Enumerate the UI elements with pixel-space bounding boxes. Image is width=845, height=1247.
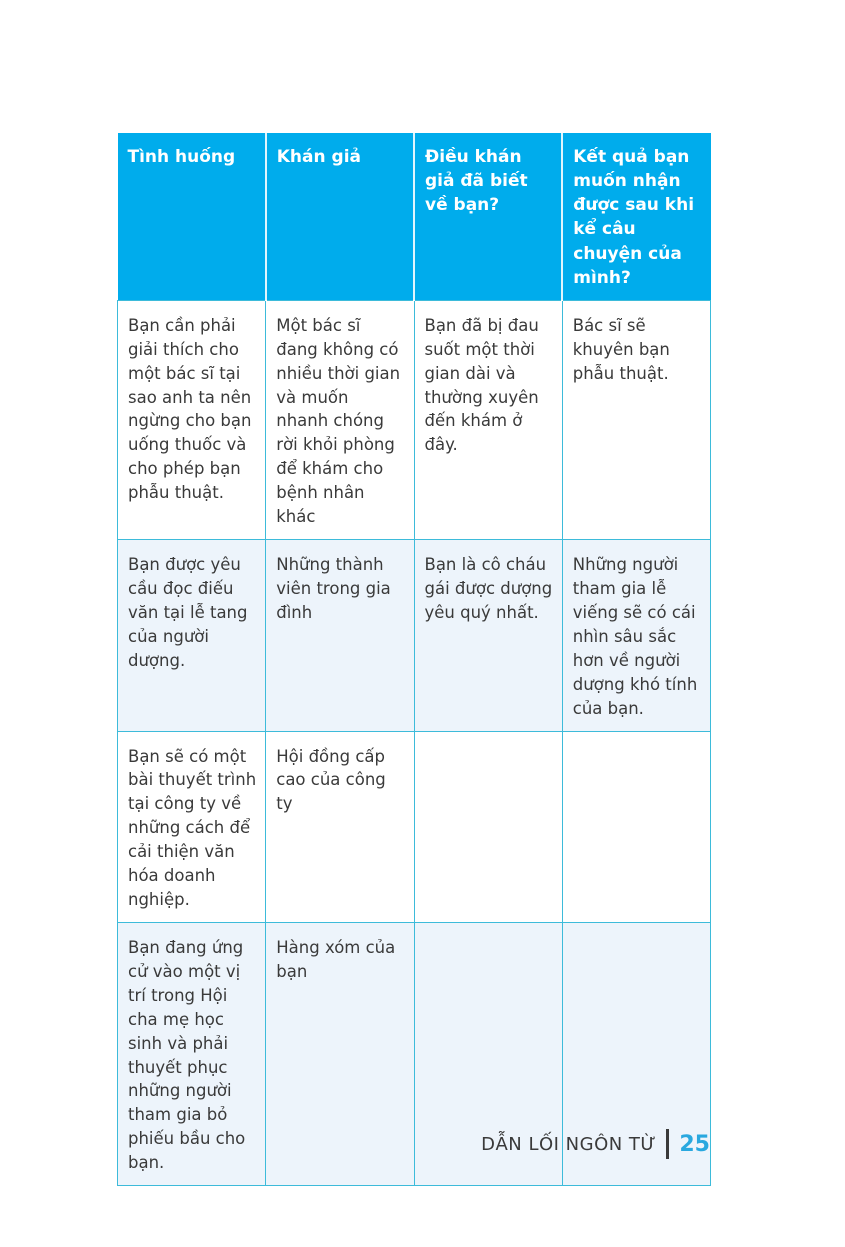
header-cell-situation: Tình huống bbox=[118, 133, 266, 300]
table-row bbox=[118, 300, 711, 539]
table-cell bbox=[414, 731, 562, 922]
book-title: DẪN LỐI NGÔN TỪ bbox=[481, 1133, 657, 1155]
table-cell: Một bác sĩ đang không có nhiều thời gian và muốn nhanh chóng rời khỏi phòng để khám cho bệnh nhân khác bbox=[266, 300, 414, 539]
footer-divider bbox=[666, 1129, 669, 1159]
table-cell: Bạn đang ứng cử vào một vị trí trong Hội cha mẹ học sinh và phải thuyết phục những người tham gia bỏ phiếu bầu cho bạn. bbox=[118, 922, 266, 1185]
table-cell: Bạn cần phải giải thích cho một bác sĩ tại sao anh ta nên ngừng cho bạn uống thuốc và cho phép bạn phẫu thuật. bbox=[118, 300, 266, 539]
table-cell: Bạn là cô cháu gái được dượng yêu quý nhất. bbox=[414, 540, 562, 731]
table-cell: Bạn được yêu cầu đọc điếu văn tại lễ tang của người dượng. bbox=[118, 540, 266, 731]
table-cell: Bác sĩ sẽ khuyên bạn phẫu thuật. bbox=[562, 300, 710, 539]
table-cell: Bạn sẽ có một bài thuyết trình tại công ty về những cách để cải thiện văn hóa doanh nghiệp. bbox=[118, 731, 266, 922]
page-number: 25 bbox=[679, 1131, 710, 1157]
table-cell: Bạn đã bị đau suốt một thời gian dài và thường xuyên đến khám ở đây. bbox=[414, 300, 562, 539]
header-cell-audience: Khán giả bbox=[266, 133, 414, 300]
header-cell-desired-outcome: Kết quả bạn muốn nhận được sau khi kể câu chuyện của mình? bbox=[562, 133, 710, 300]
table-row bbox=[118, 731, 711, 922]
table-row bbox=[118, 540, 711, 731]
table-header-row bbox=[118, 133, 711, 300]
header-cell-audience-knowledge: Điều khán giả đã biết về bạn? bbox=[414, 133, 562, 300]
table-cell: Hàng xóm của bạn bbox=[266, 922, 414, 1185]
page-footer bbox=[481, 1126, 710, 1162]
table-cell: Hội đồng cấp cao của công ty bbox=[266, 731, 414, 922]
storytelling-situations-table bbox=[117, 133, 711, 1186]
table-cell: Những người tham gia lễ viếng sẽ có cái nhìn sâu sắc hơn về người dượng khó tính của bạn. bbox=[562, 540, 710, 731]
table-cell bbox=[562, 731, 710, 922]
table-cell: Những thành viên trong gia đình bbox=[266, 540, 414, 731]
